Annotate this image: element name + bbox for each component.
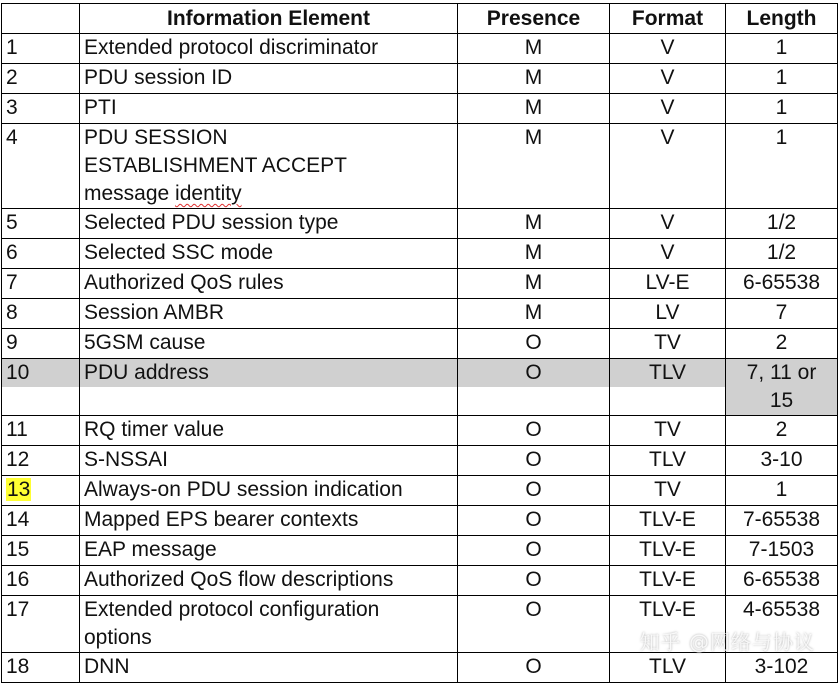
information-element	[80, 124, 458, 209]
length: 3-102	[726, 653, 838, 683]
row-number: 8	[2, 299, 80, 329]
row-number: 11	[2, 416, 80, 446]
presence: M	[458, 94, 610, 124]
row-number: 1	[2, 34, 80, 64]
length: 1	[726, 476, 838, 506]
row-number: 14	[2, 506, 80, 536]
presence: O	[458, 596, 610, 653]
table-row	[2, 566, 838, 596]
watermark: 知乎 @网络与协议	[639, 630, 815, 654]
length-line-1: 7, 11 or	[746, 361, 817, 384]
length: 1	[726, 94, 838, 124]
table-row	[2, 536, 838, 566]
table-row	[2, 34, 838, 64]
header-format: Format	[610, 4, 726, 34]
table-row	[2, 269, 838, 299]
format: V	[610, 124, 726, 209]
row-number: 10	[2, 359, 80, 416]
information-element-table	[1, 3, 838, 683]
row-number: 17	[2, 596, 80, 653]
format: V	[610, 209, 726, 239]
ie-line-1: PDU SESSION	[84, 126, 228, 149]
length: 3-10	[726, 446, 838, 476]
table-row	[2, 124, 838, 209]
information-element: PDU session ID	[80, 64, 458, 94]
table-row	[2, 209, 838, 239]
length: 7-65538	[726, 506, 838, 536]
ie-line-3: message	[84, 182, 176, 205]
table-row	[2, 476, 838, 506]
presence: M	[458, 64, 610, 94]
header-information-element: Information Element	[80, 4, 458, 34]
row-number: 12	[2, 446, 80, 476]
information-element: RQ timer value	[80, 416, 458, 446]
format: TV	[610, 329, 726, 359]
information-element: PDU address	[80, 359, 458, 416]
row-number: 4	[2, 124, 80, 209]
presence: M	[458, 239, 610, 269]
format: V	[610, 239, 726, 269]
presence: O	[458, 506, 610, 536]
information-element: Selected SSC mode	[80, 239, 458, 269]
format: TLV-E	[610, 596, 726, 653]
length: 6-65538	[726, 269, 838, 299]
row-number: 3	[2, 94, 80, 124]
row-number: 9	[2, 329, 80, 359]
presence: M	[458, 34, 610, 64]
information-element: Always-on PDU session indication	[80, 476, 458, 506]
format: V	[610, 64, 726, 94]
presence: M	[458, 299, 610, 329]
presence: M	[458, 124, 610, 209]
information-element	[80, 596, 458, 653]
table-row	[2, 446, 838, 476]
row-number: 6	[2, 239, 80, 269]
presence: O	[458, 446, 610, 476]
length: 7	[726, 299, 838, 329]
header-presence: Presence	[458, 4, 610, 34]
ie-line-2: options	[84, 626, 152, 649]
format: TLV	[610, 446, 726, 476]
table-header-row	[2, 4, 838, 34]
presence: O	[458, 536, 610, 566]
length	[726, 359, 838, 416]
information-element: PTI	[80, 94, 458, 124]
length: 4-65538	[726, 596, 838, 653]
table-row	[2, 506, 838, 536]
row-number	[2, 476, 80, 506]
format: TLV	[610, 653, 726, 683]
table-row	[2, 239, 838, 269]
header-number	[2, 4, 80, 34]
table-row	[2, 653, 838, 683]
header-length: Length	[726, 4, 838, 34]
table-row	[2, 329, 838, 359]
format: V	[610, 94, 726, 124]
information-element: Mapped EPS bearer contexts	[80, 506, 458, 536]
format: TLV-E	[610, 566, 726, 596]
row-number: 2	[2, 64, 80, 94]
length: 7-1503	[726, 536, 838, 566]
row-number: 18	[2, 653, 80, 683]
table-row	[2, 94, 838, 124]
presence: O	[458, 653, 610, 683]
presence: O	[458, 359, 610, 416]
information-element: Session AMBR	[80, 299, 458, 329]
length: 6-65538	[726, 566, 838, 596]
length: 1/2	[726, 239, 838, 269]
spellcheck-word: identity	[175, 182, 242, 205]
length: 1	[726, 34, 838, 64]
information-element: Extended protocol discriminator	[80, 34, 458, 64]
table-row	[2, 416, 838, 446]
format: LV	[610, 299, 726, 329]
information-element: DNN	[80, 653, 458, 683]
table-row-highlighted	[2, 359, 838, 416]
length: 1	[726, 64, 838, 94]
information-element: 5GSM cause	[80, 329, 458, 359]
length-line-2: 15	[769, 389, 794, 412]
highlighted-number: 13	[7, 478, 31, 501]
length: 2	[726, 329, 838, 359]
ie-line-1: Extended protocol configuration	[84, 598, 380, 621]
format: V	[610, 34, 726, 64]
format: TV	[610, 476, 726, 506]
information-element: S-NSSAI	[80, 446, 458, 476]
presence: O	[458, 329, 610, 359]
format: TLV-E	[610, 536, 726, 566]
presence: O	[458, 476, 610, 506]
information-element: Selected PDU session type	[80, 209, 458, 239]
information-element: EAP message	[80, 536, 458, 566]
table-row	[2, 64, 838, 94]
row-number: 5	[2, 209, 80, 239]
row-number: 16	[2, 566, 80, 596]
presence: O	[458, 566, 610, 596]
format: TLV	[610, 359, 726, 416]
length: 1	[726, 124, 838, 209]
presence: O	[458, 416, 610, 446]
format: TLV-E	[610, 506, 726, 536]
row-number: 7	[2, 269, 80, 299]
presence: M	[458, 269, 610, 299]
format: TV	[610, 416, 726, 446]
ie-line-2: ESTABLISHMENT ACCEPT	[84, 154, 347, 177]
length: 1/2	[726, 209, 838, 239]
information-element: Authorized QoS rules	[80, 269, 458, 299]
presence: M	[458, 209, 610, 239]
table-row	[2, 299, 838, 329]
length: 2	[726, 416, 838, 446]
information-element: Authorized QoS flow descriptions	[80, 566, 458, 596]
format: LV-E	[610, 269, 726, 299]
row-number: 15	[2, 536, 80, 566]
